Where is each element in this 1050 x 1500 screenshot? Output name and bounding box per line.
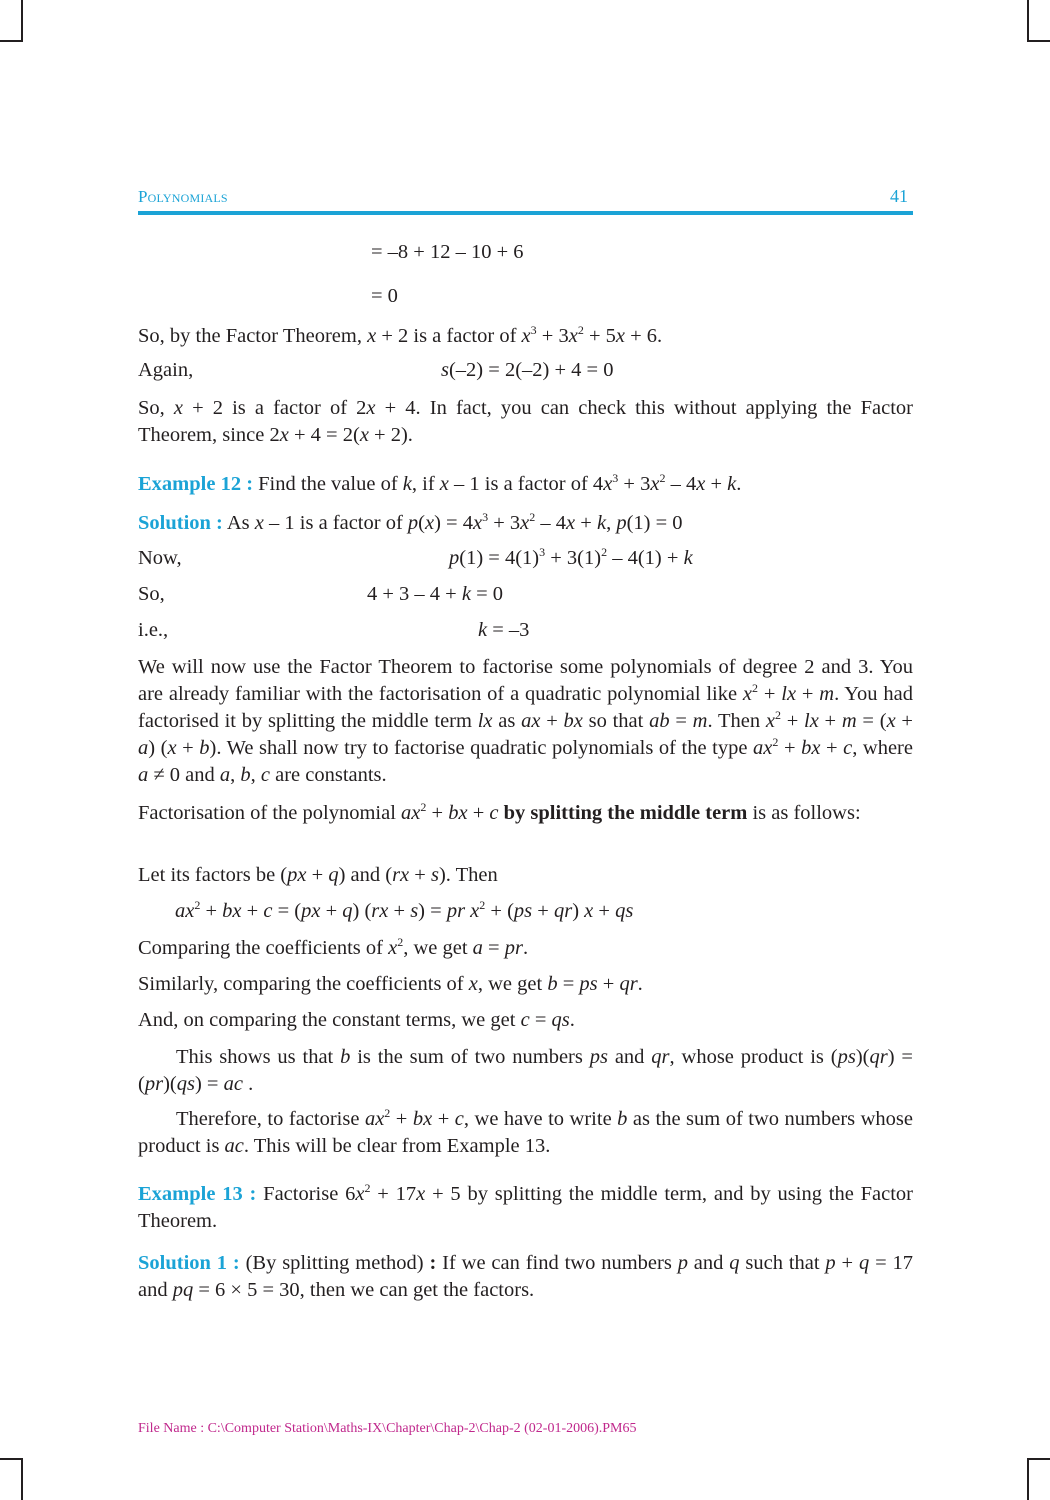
paragraph: Comparing the coefficients of $x^2$, we get a = pr. xyxy=(138,935,529,959)
header-rule xyxy=(138,211,913,215)
row-label: So, xyxy=(138,583,165,605)
paragraph: This shows us that b is the sum of two numbers ps and qr, whose product is (ps)(qr) = (pr)(qs) = ac . xyxy=(138,1046,913,1095)
crop-mark xyxy=(1027,0,1029,42)
crop-mark xyxy=(1027,1458,1029,1500)
crop-mark xyxy=(21,0,23,42)
equation-line: k = –3 xyxy=(478,619,530,641)
paragraph: Similarly, comparing the coefficients of x, we get b = ps + qr. xyxy=(138,973,643,995)
example-label: Example 12 : xyxy=(138,473,254,495)
paragraph: We will now use the Factor Theorem to factorise some polynomials of degree 2 and 3. You are already familiar with the factorisation of a quadratic polynomial like $x^2$ + lx + m. You had factorised it by splitting the middle term lx as ax + bx so that ab = m. Then $x^2$ + lx + m = (x + a) (x + b). We shall now try to factorise quadratic polynomials of the type $ax^2$ + bx + c, where a ≠ 0 and a, b, c are constants. xyxy=(138,656,913,786)
paragraph: So, x + 2 is a factor of 2x + 4. In fact, you can check this without applying the Factor Theorem, since 2x + 4 = 2(x + 2). xyxy=(138,397,913,446)
row-label: i.e., xyxy=(138,619,169,641)
solution-12: Solution : As x – 1 is a factor of $p(x) = 4x^3 + 3x^2 - 4x + k$, p(1) = 0 xyxy=(138,510,683,534)
crop-mark xyxy=(21,1458,23,1500)
running-head-title: Polynomials xyxy=(138,187,228,206)
display-equation: $ax^2$ + bx + c = (px + q) (rx + s) = pr $x^2 + (ps + qr) x$ + qs xyxy=(175,898,634,922)
paragraph: Let its factors be (px + q) and (rx + s). Then xyxy=(138,864,498,886)
equation-line: s(–2) = 2(–2) + 4 = 0 xyxy=(441,359,614,381)
equation-line: = –8 + 12 – 10 + 6 xyxy=(371,241,524,263)
crop-mark xyxy=(0,1458,23,1460)
paragraph: And, on comparing the constant terms, we get c = qs. xyxy=(138,1009,575,1031)
page-number: 41 xyxy=(890,186,908,206)
paragraph: Therefore, to factorise $ax^2$ + bx + c, we have to write b as the sum of two numbers whose product is ac. This will be clear from Example 13. xyxy=(138,1106,913,1157)
crop-mark xyxy=(0,40,23,42)
example-13: Example 13 : Factorise $6x^2 + 17x + 5$ by splitting the middle term, and by using the Factor Theorem. xyxy=(138,1181,913,1232)
example-12: Example 12 : Find the value of k, if x – 1 is a factor of $4x^3 + 3x^2 - 4x + k$. xyxy=(138,471,742,495)
equation-line: = 0 xyxy=(371,285,398,307)
solution-label: Solution 1 : xyxy=(138,1252,240,1274)
file-name-footer: File Name : C:\Computer Station\Maths-IX\Chapter\Chap-2\Chap-2 (02-01-2006).PM65 xyxy=(138,1421,637,1436)
example-label: Example 13 : xyxy=(138,1183,257,1205)
crop-mark xyxy=(1027,40,1050,42)
paragraph: So, by the Factor Theorem, x + 2 is a factor of $x^3 + 3x^2 + 5x + 6$. xyxy=(138,323,663,347)
crop-mark xyxy=(1027,1458,1050,1460)
equation-line: 4 + 3 – 4 + k = 0 xyxy=(367,583,504,605)
row-label: Again, xyxy=(138,359,194,381)
equation-line: $p(1) = 4(1)^3 + 3(1)^2 - 4(1) + k$ xyxy=(449,545,693,569)
solution-label: Solution : xyxy=(138,512,223,534)
row-label: Now, xyxy=(138,547,182,569)
paragraph: Factorisation of the polynomial $ax^2$ + bx + c by splitting the middle term is as follows: xyxy=(138,800,861,824)
solution-13: Solution 1 : (By splitting method) : If we can find two numbers p and q such that p + q = 17 and pq = 6 × 5 = 30, then we can get the factors. xyxy=(138,1252,914,1301)
